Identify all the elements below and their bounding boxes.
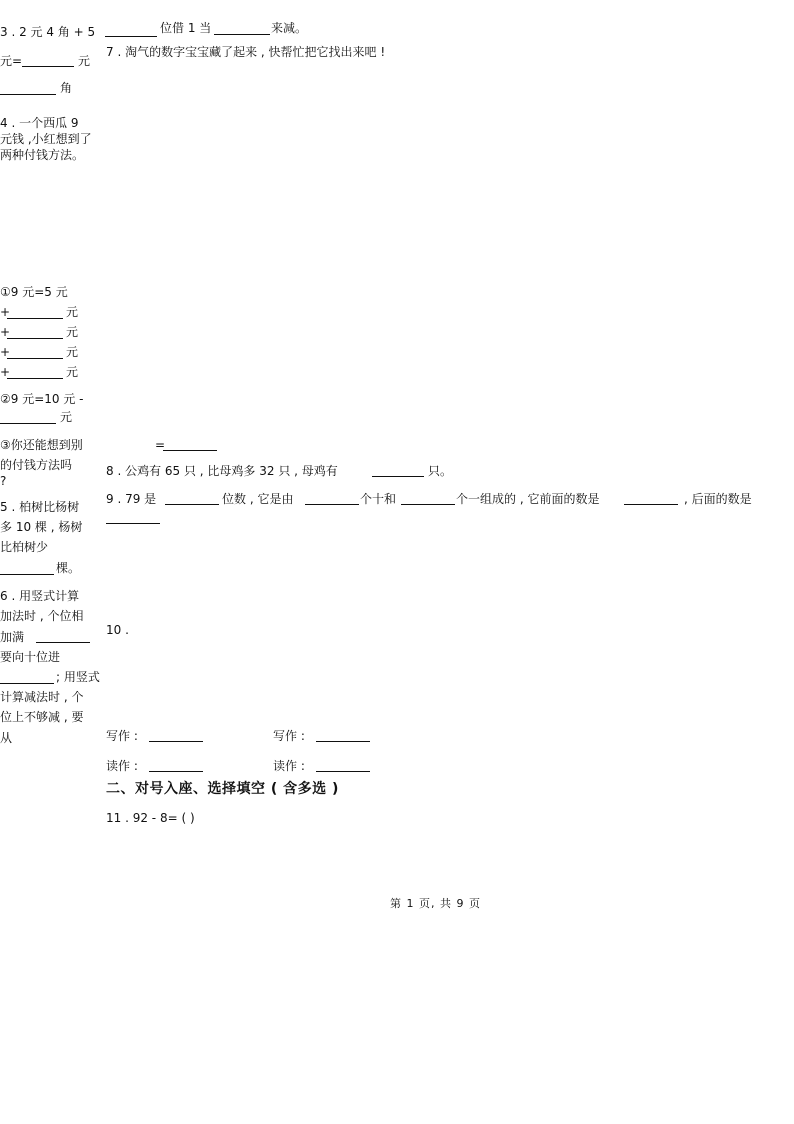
q9-part4: 个一组成的 , 它前面的数是 bbox=[456, 492, 600, 506]
q4-blank-1[interactable] bbox=[7, 318, 63, 319]
q4-plus-2: + bbox=[0, 325, 11, 339]
q3-yuan-prefix: 元= bbox=[0, 54, 23, 68]
q6-text-line5: ; 用竖式 bbox=[56, 670, 100, 684]
q5-text-line4: 棵。 bbox=[56, 561, 81, 575]
q3-text-end: 来减。 bbox=[271, 21, 308, 35]
q8-blank[interactable] bbox=[372, 476, 424, 477]
q4-blank-2[interactable] bbox=[7, 338, 63, 339]
section2-heading: 二、对号入座、选择填空 ( 含多选 ) bbox=[106, 781, 339, 797]
q10-write-blank-2[interactable] bbox=[316, 741, 370, 742]
q9-blank-2[interactable] bbox=[305, 504, 359, 505]
q4-text-line3: 两种付钱方法。 bbox=[0, 148, 85, 162]
q4-plus-4: + bbox=[0, 365, 11, 379]
q4-equals: = bbox=[155, 438, 166, 452]
q10-write-label-2: 写作 : bbox=[273, 729, 305, 743]
q6-text-line3: 加满 bbox=[0, 630, 25, 644]
q4-text-line2: 元钱 ,小红想到了 bbox=[0, 132, 92, 146]
q8-text: 8 . 公鸡有 65 只 , 比母鸡多 32 只 , 母鸡有 bbox=[106, 464, 338, 478]
q10-write-label-1: 写作 : bbox=[106, 729, 138, 743]
q5-text-line1: 5 . 柏树比杨树 bbox=[0, 500, 80, 514]
q4-blank-6[interactable] bbox=[163, 450, 217, 451]
q4-method3-line2: 的付钱方法吗 bbox=[0, 458, 73, 472]
page-footer: 第 1 页, 共 9 页 bbox=[390, 897, 481, 910]
q4-method3-line1: ③你还能想到别 bbox=[0, 438, 83, 452]
q4-method3-line3: ? bbox=[0, 474, 7, 488]
q4-yuan-4: 元 bbox=[66, 365, 79, 379]
q9-blank-1[interactable] bbox=[165, 504, 219, 505]
q5-blank[interactable] bbox=[0, 574, 54, 575]
q10-read-blank-1[interactable] bbox=[149, 771, 203, 772]
q6-blank-2[interactable] bbox=[0, 683, 54, 684]
q3-blank-1[interactable] bbox=[105, 36, 157, 37]
q9-blank-5[interactable] bbox=[106, 523, 160, 524]
q4-method1: ①9 元=5 元 bbox=[0, 285, 68, 299]
q9-blank-4[interactable] bbox=[624, 504, 678, 505]
q3-text-line1: 3 . 2 元 4 角 + 5 bbox=[0, 25, 96, 39]
q6-text-line7: 位上不够减 , 要 bbox=[0, 710, 84, 724]
q9-part2: 位数 , 它是由 bbox=[222, 492, 294, 506]
q6-text-line4: 要向十位进 bbox=[0, 650, 61, 664]
q10-label: 10 . bbox=[106, 623, 129, 637]
q4-plus-3: + bbox=[0, 345, 11, 359]
q9-blank-3[interactable] bbox=[401, 504, 455, 505]
q9-part3: 个十和 bbox=[360, 492, 397, 506]
q4-method2: ②9 元=10 元 - bbox=[0, 392, 84, 406]
q10-read-label-1: 读作 : bbox=[106, 759, 138, 773]
q4-yuan-1: 元 bbox=[66, 305, 79, 319]
q4-blank-5[interactable] bbox=[0, 423, 56, 424]
q9-part5: , 后面的数是 bbox=[684, 492, 752, 506]
q4-yuan-2: 元 bbox=[66, 325, 79, 339]
q9-part1: 9 . 79 是 bbox=[106, 492, 157, 506]
q10-read-label-2: 读作 : bbox=[273, 759, 305, 773]
q6-text-line6: 计算减法时 , 个 bbox=[0, 690, 84, 704]
q3-jiao-unit: 角 bbox=[60, 81, 73, 95]
q8-end: 只。 bbox=[428, 464, 453, 478]
q7-text: 7 . 淘气的数字宝宝藏了起来 , 快帮忙把它找出来吧 ! bbox=[106, 45, 386, 59]
q4-yuan-3: 元 bbox=[66, 345, 79, 359]
q6-text-line8: 从 bbox=[0, 731, 13, 745]
q4-plus-1: + bbox=[0, 305, 11, 319]
q10-write-blank-1[interactable] bbox=[149, 741, 203, 742]
q3-blank-yuan[interactable] bbox=[22, 66, 74, 67]
q4-blank-3[interactable] bbox=[7, 358, 63, 359]
q4-yuan-5: 元 bbox=[60, 410, 73, 424]
q4-text-line1: 4 . 一个西瓜 9 bbox=[0, 116, 79, 130]
q3-blank-2[interactable] bbox=[214, 34, 270, 35]
q6-text-line1: 6 . 用竖式计算 bbox=[0, 589, 80, 603]
q5-text-line2: 多 10 棵 , 杨树 bbox=[0, 520, 83, 534]
q6-blank-1[interactable] bbox=[36, 642, 90, 643]
q10-read-blank-2[interactable] bbox=[316, 771, 370, 772]
q3-text-mid: 位借 1 当 bbox=[160, 21, 212, 35]
q11-text: 11 . 92 - 8= ( ) bbox=[106, 811, 195, 825]
q3-yuan-unit: 元 bbox=[78, 54, 91, 68]
q6-text-line2: 加法时 , 个位相 bbox=[0, 609, 84, 623]
q3-blank-jiao[interactable] bbox=[0, 94, 56, 95]
q5-text-line3: 比柏树少 bbox=[0, 540, 49, 554]
q4-blank-4[interactable] bbox=[7, 378, 63, 379]
